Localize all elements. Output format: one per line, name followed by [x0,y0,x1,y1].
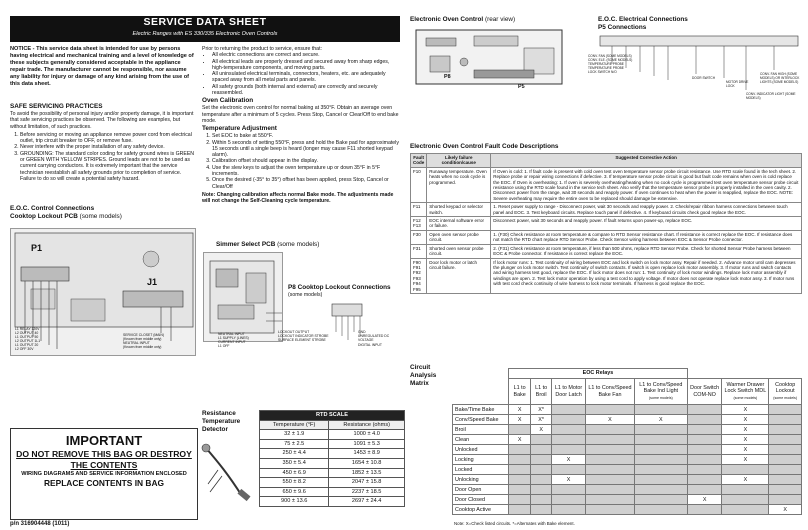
matrix-row-label: Cooktop Active [453,505,509,515]
matrix-cell [586,445,635,455]
p8-heading [288,284,402,298]
matrix-cell: X [509,405,531,415]
p5-connector-diagram [588,34,802,104]
matrix-cell [769,445,802,455]
matrix-cell [634,495,687,505]
matrix-cell [687,435,722,445]
matrix-row [453,505,802,515]
matrix-cell [586,405,635,415]
prior-item: • All safety grounds (both internal and external) are correctly and securely reassembled. [212,84,400,97]
matrix-cell [634,505,687,515]
legend-item: L1 OUTPUT 50 [15,335,39,340]
important-line4: REPLACE CONTENTS IN BAG [43,478,165,488]
p8-label: LOCKOUT OUTPUT [278,330,310,334]
matrix-cell [769,425,802,435]
matrix-cell: X [552,475,586,485]
matrix-row [453,455,802,465]
matrix-cell [722,495,769,505]
matrix-cell [509,425,531,435]
rtd-row: 900 ± 13.6 2697 ± 24.4 [260,497,405,507]
legend-item: L2 OUTPUT 1L1 [15,339,41,344]
lockout-pcb-heading [10,205,196,221]
matrix-cell [552,495,586,505]
matrix-col-label: L1 to Conv/Speed Bake Ind Light [639,382,683,395]
prior-returning [202,46,400,205]
matrix-group-header: EOC Relays [509,369,688,379]
p8-title: P8 Cooktop Lockout Connections [288,284,391,291]
rear-view-paren: (rear view) [484,16,516,23]
part-number: p/n 316904448 (1011) [10,521,70,527]
safe-practices-intro: To avoid the possibility of personal injury and/or property damage, it is important that safe servicing practices be observed. The following are examples, but without limitation, of such practices. [10,111,194,130]
p8-label: DIGITAL INPUT [358,342,382,347]
legend-item: (Known from middle only) [123,337,162,342]
fault-row: F31 Shorted oven sensor probe circuit. 2. (F31) Check resistance at room temperature, if less than 500 ohms, replace RTD Sensor Probe. Check for shorted Sensor Probe harness between EOC & Probe connector. If resistance is correct replace the EOC. [411,244,802,258]
matrix-col-label: L1 to Motor Door Latch [554,385,583,398]
matrix-row-label: Conv/Speed Bake [453,415,509,425]
matrix-row [453,485,802,495]
matrix-row-label: Clean [453,435,509,445]
fault-col-action: Suggested Corrective Action [491,154,802,168]
matrix-cell [722,505,769,515]
rtd-row: 32 ± 1.9 1000 ± 4.0 [260,430,405,440]
rtd-row: 250 ± 4.4 1453 ± 8.9 [260,449,405,459]
matrix-cell [769,455,802,465]
important-line3: WIRING DIAGRAMS AND SERVICE INFORMATION ENCLOSED [21,471,187,477]
matrix-cell [769,435,802,445]
matrix-row [453,435,802,445]
matrix-row [453,415,802,425]
matrix-cell [634,405,687,415]
fault-code-table [410,153,802,294]
matrix-cell [634,475,687,485]
p8-paren: (some models) [288,292,323,298]
matrix-col-label: L1 to Bake [513,385,526,398]
rear-view-title: Electronic Oven Control [410,16,484,23]
matrix-col-header [586,379,635,405]
matrix-cell [586,455,635,465]
eoc-board-graphic [414,26,564,94]
matrix-row-label: Broil [453,425,509,435]
p8-label: UNREGULATED DC VOLTAGE [358,334,390,343]
fault-row: F12 F13 EOC internal software error or failure. Disconnect power, wait 30 seconds and reapply power. If fault returns upon power-up, replace EOC. [411,217,802,231]
prior-item: • All electrical leads are properly dressed and secured away from sharp edges, high-temperature components, and moving parts. [212,59,400,72]
matrix-col-label: L1 to Conv/Speed Bake Fan [588,385,632,398]
matrix-cell [634,445,687,455]
matrix-cell [531,475,552,485]
matrix-cell [586,425,635,435]
matrix-col-header [552,379,586,405]
matrix-cell [586,465,635,475]
matrix-cell: X [722,435,769,445]
matrix-cell [509,455,531,465]
lockout-subtitle: Cooktop Lockout PCB [10,213,78,220]
temp-step: 1. Set EOC to bake at 550°F. [212,133,400,139]
matrix-cell [586,435,635,445]
matrix-cell [687,465,722,475]
legend-item: L1 RELAY 120V [15,327,40,331]
p5-title: E.O.C. Electrical Connections [598,16,688,23]
matrix-cell [769,415,802,425]
matrix-col-header [769,379,802,405]
j1-label: J1 [147,277,158,287]
matrix-cell: X [722,475,769,485]
temp-note: Note: Changing calibration affects normal Bake mode. The adjustments made will not change the Self-Cleaning cycle temperature. [202,191,394,205]
matrix-col-note: (some models) [648,395,673,400]
matrix-col-label: L1 to Broil [535,385,548,398]
prior-intro: Prior to returning the product to service, ensure that: [202,46,322,52]
important-notice-box [10,428,198,520]
matrix-cell [552,405,586,415]
matrix-cell: X [687,495,722,505]
matrix-cell [509,475,531,485]
matrix-cell: X [634,415,687,425]
matrix-cell [552,425,586,435]
matrix-cell [552,465,586,475]
matrix-row-label: Locked [453,465,509,475]
matrix-cell: X [769,505,802,515]
rtd-label: Resistance Temperature Detector [202,410,241,433]
matrix-cell [586,485,635,495]
matrix-cell [531,465,552,475]
p8-conn-label: P8 [444,74,451,80]
matrix-col-header [531,379,552,405]
matrix-cell [586,475,635,485]
matrix-cell [552,445,586,455]
temp-step: 2. Within 5 seconds of setting 550°F, press and hold the Bake pad for approximately 15 seconds until a single beep is heard (longer may cause F11 shorted keypad alarm). [212,140,400,159]
safe-item: 3. GROUNDING: The standard color coding for safety ground wires is GREEN or GREEN WITH YELLOW STRIPES. Ground leads are not to be used as current carrying conductors. It is extremely important that the service technician reestablish all safety grounds prior to completion of service. Failure to do so will create a potential safety hazard. [20,151,196,182]
matrix-col-note: (some models) [773,395,798,400]
matrix-cell: X [722,445,769,455]
matrix-cell: X* [531,415,552,425]
safe-item: 1. Before servicing or moving an appliance remove power cord from electrical outlet, trip circuit breaker to OFF, or remove fuse. [20,132,196,145]
p5-conn-label: P5 [518,84,525,90]
matrix-cell: X [722,455,769,465]
p8-label: SURFACE ELEMENT STROBE [278,338,326,343]
matrix-col-label: Warmer Drawer Lock Switch MDL [724,382,767,395]
eoc-rear-diagram [414,26,564,94]
matrix-cell [687,445,722,455]
lockout-paren: (some models) [79,213,122,220]
simmer-labels [218,332,278,348]
p5-heading [598,16,688,32]
matrix-note: Note: X=Check listed circuits. *=Alternates with Bake element. [454,521,575,526]
matrix-cell [769,465,802,475]
simmer-label: CURRENT INPUT [218,340,246,345]
matrix-cell [634,455,687,465]
simmer-paren: (some models) [277,241,320,248]
p5-label: LOCK SWITCH N/O [588,70,617,74]
rtd-col-res: Resistance (ohms) [329,420,405,430]
matrix-cell: X [722,415,769,425]
matrix-row-label: Bake/Time Bake [453,405,509,415]
matrix-cell: X [722,425,769,435]
important-title: IMPORTANT [65,433,143,448]
calibration-title: Oven Calibration [202,97,254,105]
matrix-col-note: (some models) [733,395,758,400]
header-banner [10,16,400,42]
lockout-title: E.O.C. Control Connections [10,205,95,212]
matrix-cell [687,415,722,425]
fault-col-code: Fault Code [411,154,427,168]
circuit-matrix-table [452,368,802,515]
p8-label: LOCKOUT INDICATOR STROBE [278,334,329,339]
matrix-cell: X [531,425,552,435]
matrix-cell [687,475,722,485]
p5-label: CONV. FAN (SOME MODELS) [588,54,632,58]
matrix-cell [552,485,586,495]
p8-labels-left [278,330,334,343]
rtd-row: 350 ± 5.4 1654 ± 10.8 [260,458,405,468]
matrix-cell [769,405,802,415]
p5-label-motor: MOTOR DRIVE LOCK [726,80,749,88]
fault-codes-title: Electronic Oven Control Fault Code Descriptions [410,143,559,150]
temp-step: 3. Calibration offset should appear in the display. [212,158,400,164]
matrix-row [453,495,802,505]
temp-step: 4. Use the slew keys to adjust the oven temperature up or down 35°F in 5°F increments. [212,165,400,178]
page-title: SERVICE DATA SHEET [143,16,267,28]
rtd-table [259,410,405,507]
matrix-cell [509,445,531,455]
matrix-row-label: Unlocked [453,445,509,455]
rtd-col-temp: Temperature (°F) [260,420,329,430]
matrix-cell [509,465,531,475]
matrix-cell: X [722,405,769,415]
matrix-row-label: Unlocking [453,475,509,485]
lockout-legend [15,327,85,352]
matrix-cell [586,495,635,505]
prior-item: • All electric connections are correct and secure. [212,52,400,58]
p8-diagram [278,302,400,354]
p5-label-fan: CONV. FAN HIGH (SOME MODELS) OR INTERLOCK LIGHTS (SOME MODELS) [760,72,800,84]
matrix-cell [634,435,687,445]
matrix-cell: X [509,415,531,425]
notice-text: NOTICE - This service data sheet is intended for use by persons having electrical and mechanical training and a level of knowledge of these subjects generally considered acceptable in the appliance repair trade. The manufacturer cannot be responsible, nor assume any liability for injury or damage of any kind arising from the use of this data sheet. [10,46,194,87]
fault-row: F30 Open oven sensor probe circuit. 1. (F30) Check resistance at room temperature & compare to RTD Sensor resistance chart. If resistance is correct replace the EOC. If resistance does not match the RTD chart replace RTD Sensor Probe. Check Sensor wiring harness between EOC & Sensor Probe connector. [411,230,802,244]
rtd-title: RTD SCALE [260,411,405,421]
matrix-cell [509,485,531,495]
simmer-title: Simmer Select PCB [216,241,276,248]
fault-row: F11 Shorted keypad or selector switch. 1. Reset power supply to range - Disconnect power, wait 30 seconds and reapply power. 2. Check/repair ribbon harness connections between touch panel and EOC. 3. Test keyboard circuits. Replace touch panel if defective. 4. If keyboard circuits check good replace the EOC. [411,203,802,217]
p5-label: CONV. ELE. (SOME MODELS) [588,58,633,62]
simmer-board-graphic [204,253,284,343]
matrix-row [453,465,802,475]
p1-label: P1 [31,243,43,253]
matrix-cell [687,485,722,495]
matrix-cell: X [509,435,531,445]
calibration-text: Set the electronic oven control for normal baking at 350°F. Obtain an average oven temperature after a minimum of 5 cycles. Press Stop, Cancel or Clear/Off to end bake mode. [202,105,399,124]
legend-item: NEUTRAL INPUT [123,341,150,346]
lockout-right-legend [123,333,195,349]
important-line2: DO NOT REMOVE THIS BAG OR DESTROY THE CONTENTS [16,449,192,470]
legend-item: L1 OUTPUT 20 [15,343,39,348]
p5-labels-left [588,54,658,74]
matrix-cell [769,485,802,495]
matrix-cell [531,485,552,495]
safe-item: 2. Never interfere with the proper installation of any safety device. [20,144,196,150]
legend-item: L2 OUTPUT 40 [15,331,39,336]
rtd-row: 550 ± 8.2 2047 ± 15.8 [260,478,405,488]
matrix-col-header [687,379,722,405]
legend-item: SERVICE CLOSET (MAIN) [123,333,164,337]
matrix-cell [509,505,531,515]
matrix-cell [531,435,552,445]
matrix-cell [634,425,687,435]
temp-adjust-title: Temperature Adjustment [202,125,277,133]
matrix-row-label: Locking [453,455,509,465]
p5-subtitle: P5 Connections [598,24,647,31]
matrix-row [453,445,802,455]
fault-row: F90 F91 F92 F93 F94 F95 Door lock motor or latch circuit failure. If lock motor runs: 1. Test continuity of wiring between EOC and lock switch on lock motor assy. Repair if needed. 2. Advance motor until cam depresses the plunger on lock motor switch. Test continuity of switch contacts. If switch is open replace lock motor assembly. 3. If motor runs and switch contacts and wiring harness test good, replace the EOC. If lock motor does not run: 1. Test continuity of lock motor windings. Replace lock motor assembly if windings are open. 2. Test lock motor operation by using a test cord to apply voltage. If motor does not operate replace lock motor assy. 3. If motor runs with test cord check continuity of wire harness to lock motor terminals. If harness is good replace the EOC. [411,258,802,293]
matrix-cell [722,485,769,495]
p8-label: GND [358,330,366,334]
p5-label: TEMPERATURE PROBE [588,62,624,66]
matrix-col-header [634,379,687,405]
matrix-row [453,405,802,415]
safe-practices-title: SAFE SERVICING PRACTICES [10,103,103,110]
p5-label: TEMPERATURE PROBE [588,66,624,70]
matrix-title: Circuit Analysis Matrix [410,364,437,387]
simmer-heading [216,241,319,249]
matrix-cell [531,445,552,455]
fault-row: F10 Runaway temperature. Oven heats when no cook cycle is programmed. If Oven is cold: 1. If fault code is present with cold oven test oven temperature sensor probe circuit resistance. Use RTD scale found in the tech sheet. 2. Replace probe or repair wiring connections if defective. 3. If temperature sensor probe circuit is good but fault code remains when oven is cold replace the EOC. If Oven is overheating: 1. If oven is severely overheating/heating when no cook cycle is programmed test oven temperature sensor probe circuit resistance using the RTD scale found in the service tech sheet. Also verify that the temperature sensor probe is properly installed in the oven cavity. 2. Disconnect power from the range, wait 30 seconds and reapply power. If oven continues to heat when the power is reapplied, replace the EOC. NOTE: Severe overheating may require the entire oven to be replaced should damage be extensive. [411,167,802,202]
safe-practices [10,103,196,182]
matrix-col-header [509,379,531,405]
matrix-cell: X [552,455,586,465]
matrix-row [453,475,802,485]
matrix-cell [552,415,586,425]
legend-item: (Known from middle only) [123,345,162,350]
matrix-cell [769,475,802,485]
matrix-cell [531,495,552,505]
matrix-cell [509,495,531,505]
prior-item: • All uninsulated electrical terminals, connectors, heaters, etc. are adequately spaced away from all metal parts and panels. [212,71,400,84]
matrix-cell: X* [531,405,552,415]
legend-item: L2 OFF 30V [15,347,34,352]
matrix-cell [722,465,769,475]
matrix-cell [687,405,722,415]
rtd-row: 75 ± 2.5 1091 ± 5.3 [260,439,405,449]
rtd-probe-icon [198,440,256,510]
simmer-label: L1 SUPPLY (LINES) [218,336,249,341]
matrix-row [453,425,802,435]
matrix-cell [634,465,687,475]
matrix-cell [634,485,687,495]
matrix-cell: X [586,415,635,425]
page-subtitle: Electric Ranges with ES 330/335 Electronic Oven Controls [132,31,278,37]
matrix-col-header [722,379,769,405]
matrix-cell [552,435,586,445]
matrix-cell [687,505,722,515]
p5-label-door: DOOR SWITCH [692,76,716,80]
rear-view-heading [410,16,515,24]
matrix-cell [531,455,552,465]
matrix-cell [687,425,722,435]
p8-labels-right [358,330,402,347]
matrix-cell [531,505,552,515]
fault-col-cause: Likely failure condition/cause [427,154,491,168]
rtd-row: 450 ± 6.9 1852 ± 13.5 [260,468,405,478]
matrix-col-label: Cooktop Lockout [775,382,796,395]
matrix-cell [552,505,586,515]
temp-step: 5. Once the desired (-35° to 35°) offset has been applied, press Stop, Cancel or Clear/Off [212,177,400,190]
matrix-cell [769,495,802,505]
matrix-row-label: Door Open [453,485,509,495]
matrix-col-label: Door Switch COM-NO [690,385,720,398]
simmer-label: L1 OFF [218,344,230,349]
lockout-pcb-diagram [10,228,196,356]
matrix-cell [687,455,722,465]
matrix-row-label: Door Closed [453,495,509,505]
rtd-row: 650 ± 9.6 2237 ± 18.5 [260,487,405,497]
matrix-cell [586,505,635,515]
p5-label-light: CONV. INDICATOR LIGHT (SOME MODELS) [746,92,796,100]
simmer-label: NEUTRAL INPUT [218,332,245,336]
